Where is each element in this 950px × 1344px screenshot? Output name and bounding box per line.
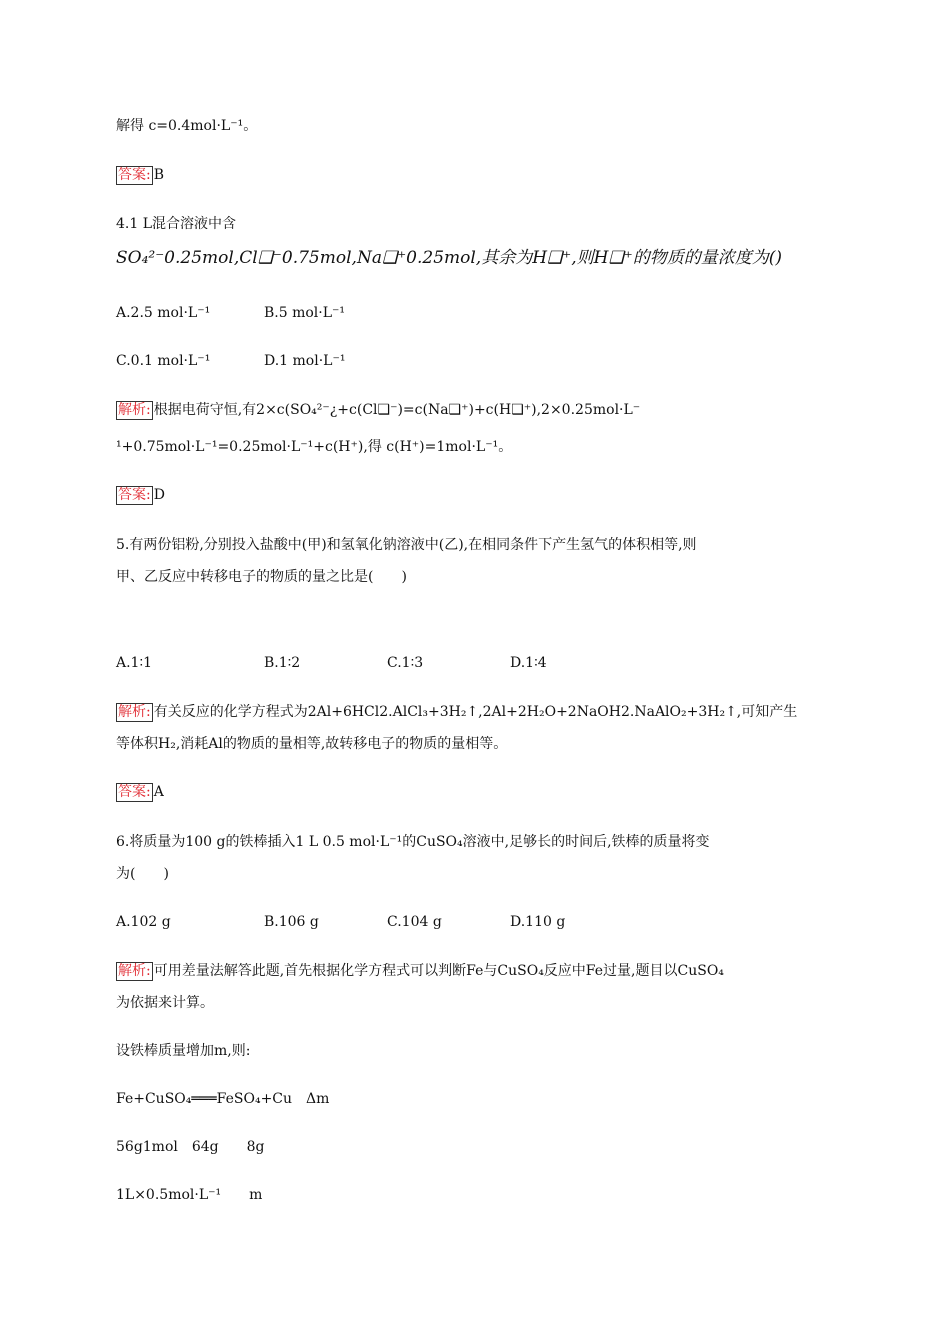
answer-value: A <box>153 784 164 800</box>
option-b: B.1∶2 <box>264 655 301 671</box>
analysis-text: 有关反应的化学方程式为2Al+6HCl2.AlCl₃+3H₂↑,2Al+2H₂O+2NaOH2.NaAlO₂+3H₂↑,可知产生 <box>153 704 798 720</box>
question-5-options <box>116 653 836 673</box>
answer-tag: 答案: <box>118 784 151 800</box>
analysis-line-2: 为依据来计算。 <box>116 995 214 1011</box>
answer-line <box>116 165 836 185</box>
question-5-stem-2: 甲、乙反应中转移电子的物质的量之比是( ) <box>116 569 407 585</box>
option-c: C.1∶3 <box>387 655 424 671</box>
answer-tag: 答案: <box>118 167 151 183</box>
analysis-line <box>116 400 836 420</box>
analysis-tag: 解析: <box>118 963 151 979</box>
analysis-text: 可用差量法解答此题,首先根据化学方程式可以判断Fe与CuSO₄反应中Fe过量,题目以CuSO₄ <box>153 963 724 979</box>
analysis-line-2: ¹+0.75mol·L⁻¹=0.25mol·L⁻¹+c(H⁺),得 c(H⁺)=1mol·L⁻¹。 <box>116 439 513 455</box>
analysis-line <box>116 961 836 981</box>
analysis-line-2: 等体积H₂,消耗Al的物质的量相等,故转移电子的物质的量相等。 <box>116 736 508 752</box>
answer-line <box>116 782 836 802</box>
question-6-stem-2: 为( ) <box>116 866 169 882</box>
answer-line <box>116 485 836 505</box>
option-d: D.110 g <box>510 914 566 930</box>
equation-row: 1L×0.5mol·L⁻¹ m <box>116 1187 263 1203</box>
question-6-stem-1: 6.将质量为100 g的铁棒插入1 L 0.5 mol·L⁻¹的CuSO₄溶液中,足够长的时间后,铁棒的质量将变 <box>116 834 710 850</box>
question-4-options-row-2 <box>116 351 836 371</box>
equation-line: Fe+CuSO₄═══FeSO₄+Cu Δm <box>116 1091 330 1107</box>
option-c: C.104 g <box>387 914 442 930</box>
question-4-stem: 4.1 L混合溶液中含 <box>116 216 237 232</box>
option-d: D.1 mol·L⁻¹ <box>264 353 346 369</box>
option-b: B.5 mol·L⁻¹ <box>264 305 346 321</box>
text-line: 设铁棒质量增加m,则: <box>116 1043 251 1059</box>
analysis-tag: 解析: <box>118 402 151 418</box>
option-a: A.102 g <box>116 914 171 930</box>
equation-row: 56g1mol 64g 8g <box>116 1139 265 1155</box>
answer-tag: 答案: <box>118 487 151 503</box>
analysis-tag: 解析: <box>118 704 151 720</box>
question-5-stem-1: 5.有两份铝粉,分别投入盐酸中(甲)和氢氧化钠溶液中(乙),在相同条件下产生氢气的体积相等,则 <box>116 537 697 553</box>
analysis-line <box>116 702 836 722</box>
answer-value: B <box>153 167 165 183</box>
option-a: A.1∶1 <box>116 655 153 671</box>
question-4-formula: SO₄²⁻0.25mol,Cl❑⁻0.75mol,Na❑⁺0.25mol,其余为H❑⁺,则H❑⁺的物质的量浓度为() <box>116 248 782 268</box>
question-6-options <box>116 912 836 932</box>
option-b: B.106 g <box>264 914 319 930</box>
option-a: A.2.5 mol·L⁻¹ <box>116 305 211 321</box>
analysis-text: 根据电荷守恒,有2×c(SO₄²⁻¿+c(Cl❑⁻)=c(Na❑⁺)+c(H❑⁺),2×0.25mol·L⁻ <box>153 402 641 418</box>
question-4-options-row-1 <box>116 303 836 323</box>
answer-value: D <box>153 487 165 503</box>
text-line: 解得 c=0.4mol·L⁻¹。 <box>116 118 258 134</box>
option-d: D.1∶4 <box>510 655 547 671</box>
option-c: C.0.1 mol·L⁻¹ <box>116 353 211 369</box>
